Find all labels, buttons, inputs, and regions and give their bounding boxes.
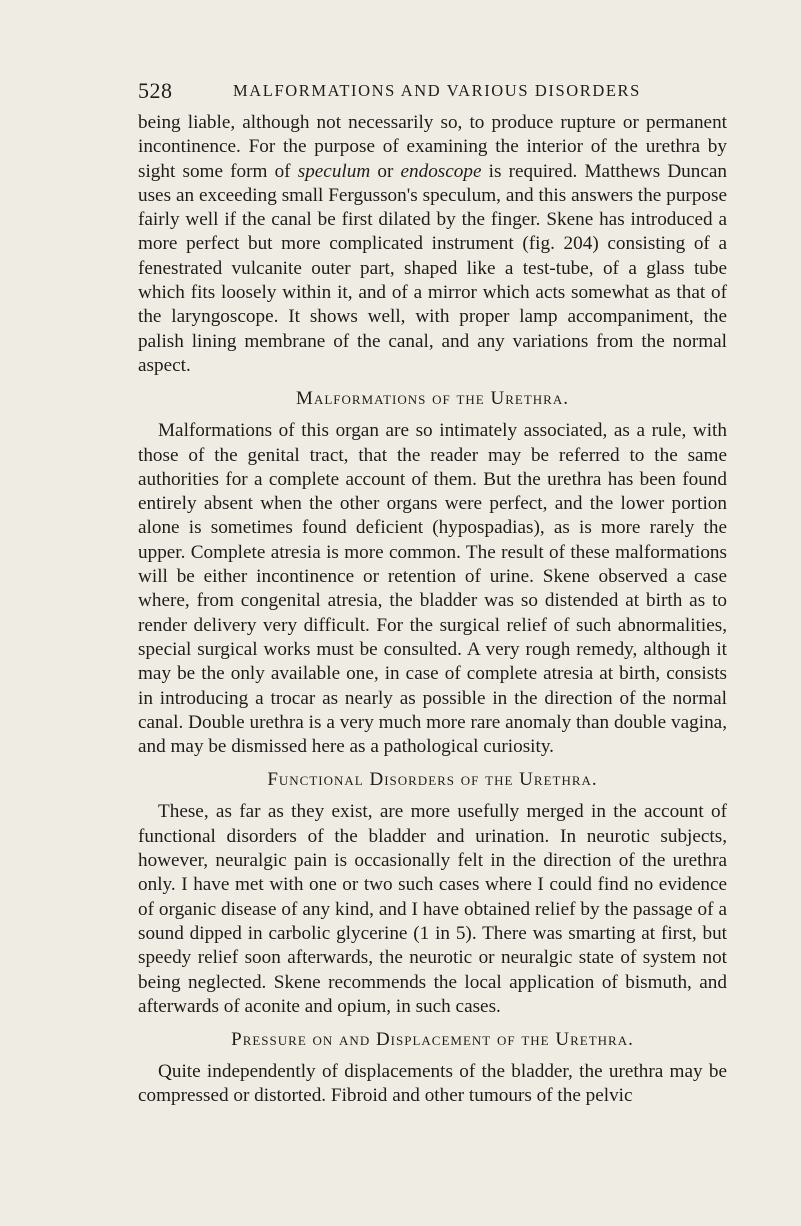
- page-body: [138, 111, 727, 1109]
- paragraph-2: Malformations of this organ are so intimately associated, as a rule, with those of the genital tract, that the reader may be referred to the same authorities for a complete account of them. But the urethra has been found entirely absent when the other organs were perfect, and the lower portion alone is sometimes found deficient (hypospadias), as is more rarely the upper. Complete atresia is more common. The result of these malformations will be either incontinence or retention of urine. Skene observed a case where, from congenital atresia, the bladder was so distended at birth as to render delivery very difficult. For the surgical relief of such abnormalities, special surgical works must be consulted. A very rough remedy, although it may be the only available one, in case of complete atresia at birth, consists in introducing a trocar as nearly as possible in the direction of the normal canal. Double urethra is a very much more rare anomaly than double vagina, and may be dismissed here as a pathological curiosity.: [138, 420, 727, 758]
- paragraph-4: Quite independently of displacements of the bladder, the urethra may be compressed or distorted. Fibroid and other tumours of the pelvic: [138, 1061, 727, 1107]
- paragraph-1-text-c: is required. Matthews Duncan uses an exceeding small Fergusson's speculum, and this answers the purpose fairly well if the canal be first dilated by the finger. Skene has introduced a more perfect but more complicated instrument (fig. 204) consisting of a fenestrated vulcanite outer part, shaped like a test-tube, of a glass tube which fits loosely within it, and of a mirror which acts somewhat as that of the laryngoscope. It shows well, with proper lamp accompaniment, the palish lining membrane of the canal, and any variations from the normal aspect.: [138, 160, 727, 376]
- section-heading-malformations: Malformations of the Urethra.: [296, 388, 569, 410]
- paragraph-1-text-b: or: [370, 160, 401, 182]
- speculum-term: speculum: [297, 160, 371, 182]
- page-number: 528: [138, 78, 173, 103]
- endoscope-term: endoscope: [400, 160, 482, 182]
- paragraph-3: These, as far as they exist, are more usefully merged in the account of functional disorders of the bladder and urination. In neurotic subjects, however, neuralgic pain is occasionally felt in the direction of the urethra only. I have met with one or two such cases where I could find no evidence of organic disease of any kind, and I have obtained relief by the passage of a sound dipped in carbolic glycerine (1 in 5). There was smarting at first, but speedy relief soon afterwards, the neurotic or neuralgic state of system not being neglected. Skene recommends the local application of bismuth, and afterwards of aconite and opium, in such cases.: [138, 801, 727, 1017]
- section-heading-pressure-displacement: Pressure on and Displacement of the Urethra.: [231, 1029, 634, 1051]
- running-title: MALFORMATIONS AND VARIOUS DISORDERS: [233, 81, 641, 100]
- section-heading-functional-disorders: Functional Disorders of the Urethra.: [267, 769, 598, 791]
- paragraph-1: [138, 111, 727, 378]
- paragraph-1-text-a: being liable, although not necessarily so, to produce rupture or permanent incontinence. For the purpose of examining the interior of the urethra by sight some form of: [138, 112, 727, 182]
- page-header: [138, 78, 698, 108]
